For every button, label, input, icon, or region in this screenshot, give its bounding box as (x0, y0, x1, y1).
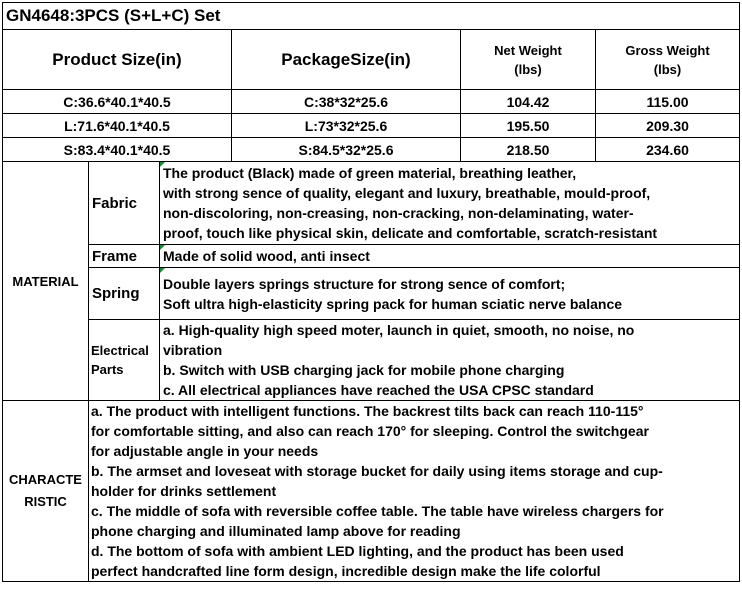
fabric-line: with strong sence of quality, elegant and luxury, breathable, mould-proof, (163, 185, 651, 201)
characteristic-line: a. The product with intelligent functions. The backrest tilts back can reach 110-115° (91, 403, 644, 419)
fabric-description (160, 162, 740, 245)
header-net-weight (461, 30, 596, 90)
header-gross-weight-line2: (lbs) (653, 61, 682, 77)
electrical-line: a. High-quality high speed moter, launch in quiet, smooth, no noise, no (163, 322, 635, 338)
characteristic-label-line2: RISTIC (24, 494, 67, 509)
header-net-weight-line1: Net Weight (494, 42, 562, 58)
fabric-line: proof, touch like physical skin, delicate and comfortable, scratch-resistant (163, 225, 658, 241)
product-size-cell: C:36.6*40.1*40.5 (3, 90, 232, 114)
header-gross-weight (596, 30, 740, 90)
frame-label: Frame (89, 245, 160, 268)
net-weight-cell: 195.50 (461, 114, 596, 138)
package-size-cell: L:73*32*25.6 (232, 114, 461, 138)
characteristic-line: for comfortable sitting, and also can reach 170° for sleeping. Control the switchgear (91, 423, 649, 439)
characteristic-line: c. The middle of sofa with reversible coffee table. The table have wireless chargers for (91, 503, 664, 519)
spec-table (2, 2, 740, 582)
characteristic-line: for adjustable angle in your needs (91, 443, 319, 459)
characteristic-line: b. The armset and loveseat with storage bucket for daily using items storage and cup- (91, 463, 663, 479)
package-size-cell: C:38*32*25.6 (232, 90, 461, 114)
characteristic-description (89, 401, 740, 582)
characteristic-line: holder for drinks settlement (91, 483, 277, 499)
spring-line: Double layers springs structure for strong sence of comfort; (163, 275, 566, 292)
header-product-size: Product Size(in) (3, 30, 232, 90)
gross-weight-cell: 209.30 (596, 114, 740, 138)
header-gross-weight-line1: Gross Weight (625, 42, 710, 58)
characteristic-line: perfect handcrafted line form design, incredible design make the life colorful (91, 563, 601, 579)
product-title: GN4648:3PCS (S+L+C) Set (3, 3, 740, 30)
electrical-line: b. Switch with USB charging jack for mobile phone charging (163, 362, 565, 378)
spring-description (160, 268, 740, 320)
gross-weight-cell: 115.00 (596, 90, 740, 114)
material-label: MATERIAL (3, 162, 89, 401)
package-size-cell: S:84.5*32*25.6 (232, 138, 461, 162)
gross-weight-cell: 234.60 (596, 138, 740, 162)
characteristic-line: d. The bottom of sofa with ambient LED lighting, and the product has been used (91, 543, 624, 559)
fabric-line: non-discoloring, non-creasing, non-cracking, non-delaminating, water- (163, 205, 634, 221)
product-size-cell: L:71.6*40.1*40.5 (3, 114, 232, 138)
net-weight-cell: 104.42 (461, 90, 596, 114)
characteristic-label (3, 401, 89, 582)
fabric-label: Fabric (89, 162, 160, 245)
table-row (3, 90, 740, 114)
table-row (3, 138, 740, 162)
frame-description: Made of solid wood, anti insect (160, 245, 740, 268)
electrical-label-line1: Electrical (91, 343, 149, 358)
spring-label: Spring (89, 268, 160, 320)
characteristic-line: phone charging and illuminated lamp above for reading (91, 523, 461, 539)
header-package-size: PackageSize(in) (232, 30, 461, 90)
electrical-line: c. All electrical appliances have reached the USA CPSC standard (163, 382, 594, 398)
net-weight-cell: 218.50 (461, 138, 596, 162)
table-row (3, 114, 740, 138)
characteristic-label-line1: CHARACTE (9, 472, 82, 487)
electrical-description (160, 320, 740, 401)
electrical-label (89, 320, 160, 401)
header-net-weight-line2: (lbs) (514, 61, 542, 77)
product-size-cell: S:83.4*40.1*40.5 (3, 138, 232, 162)
electrical-line: vibration (163, 342, 223, 358)
spring-line: Soft ultra high-elasticity spring pack for human sciatic nerve balance (163, 295, 623, 312)
fabric-line: The product (Black) made of green material, breathing leather, (163, 165, 577, 181)
electrical-label-line2: Parts (91, 362, 124, 377)
